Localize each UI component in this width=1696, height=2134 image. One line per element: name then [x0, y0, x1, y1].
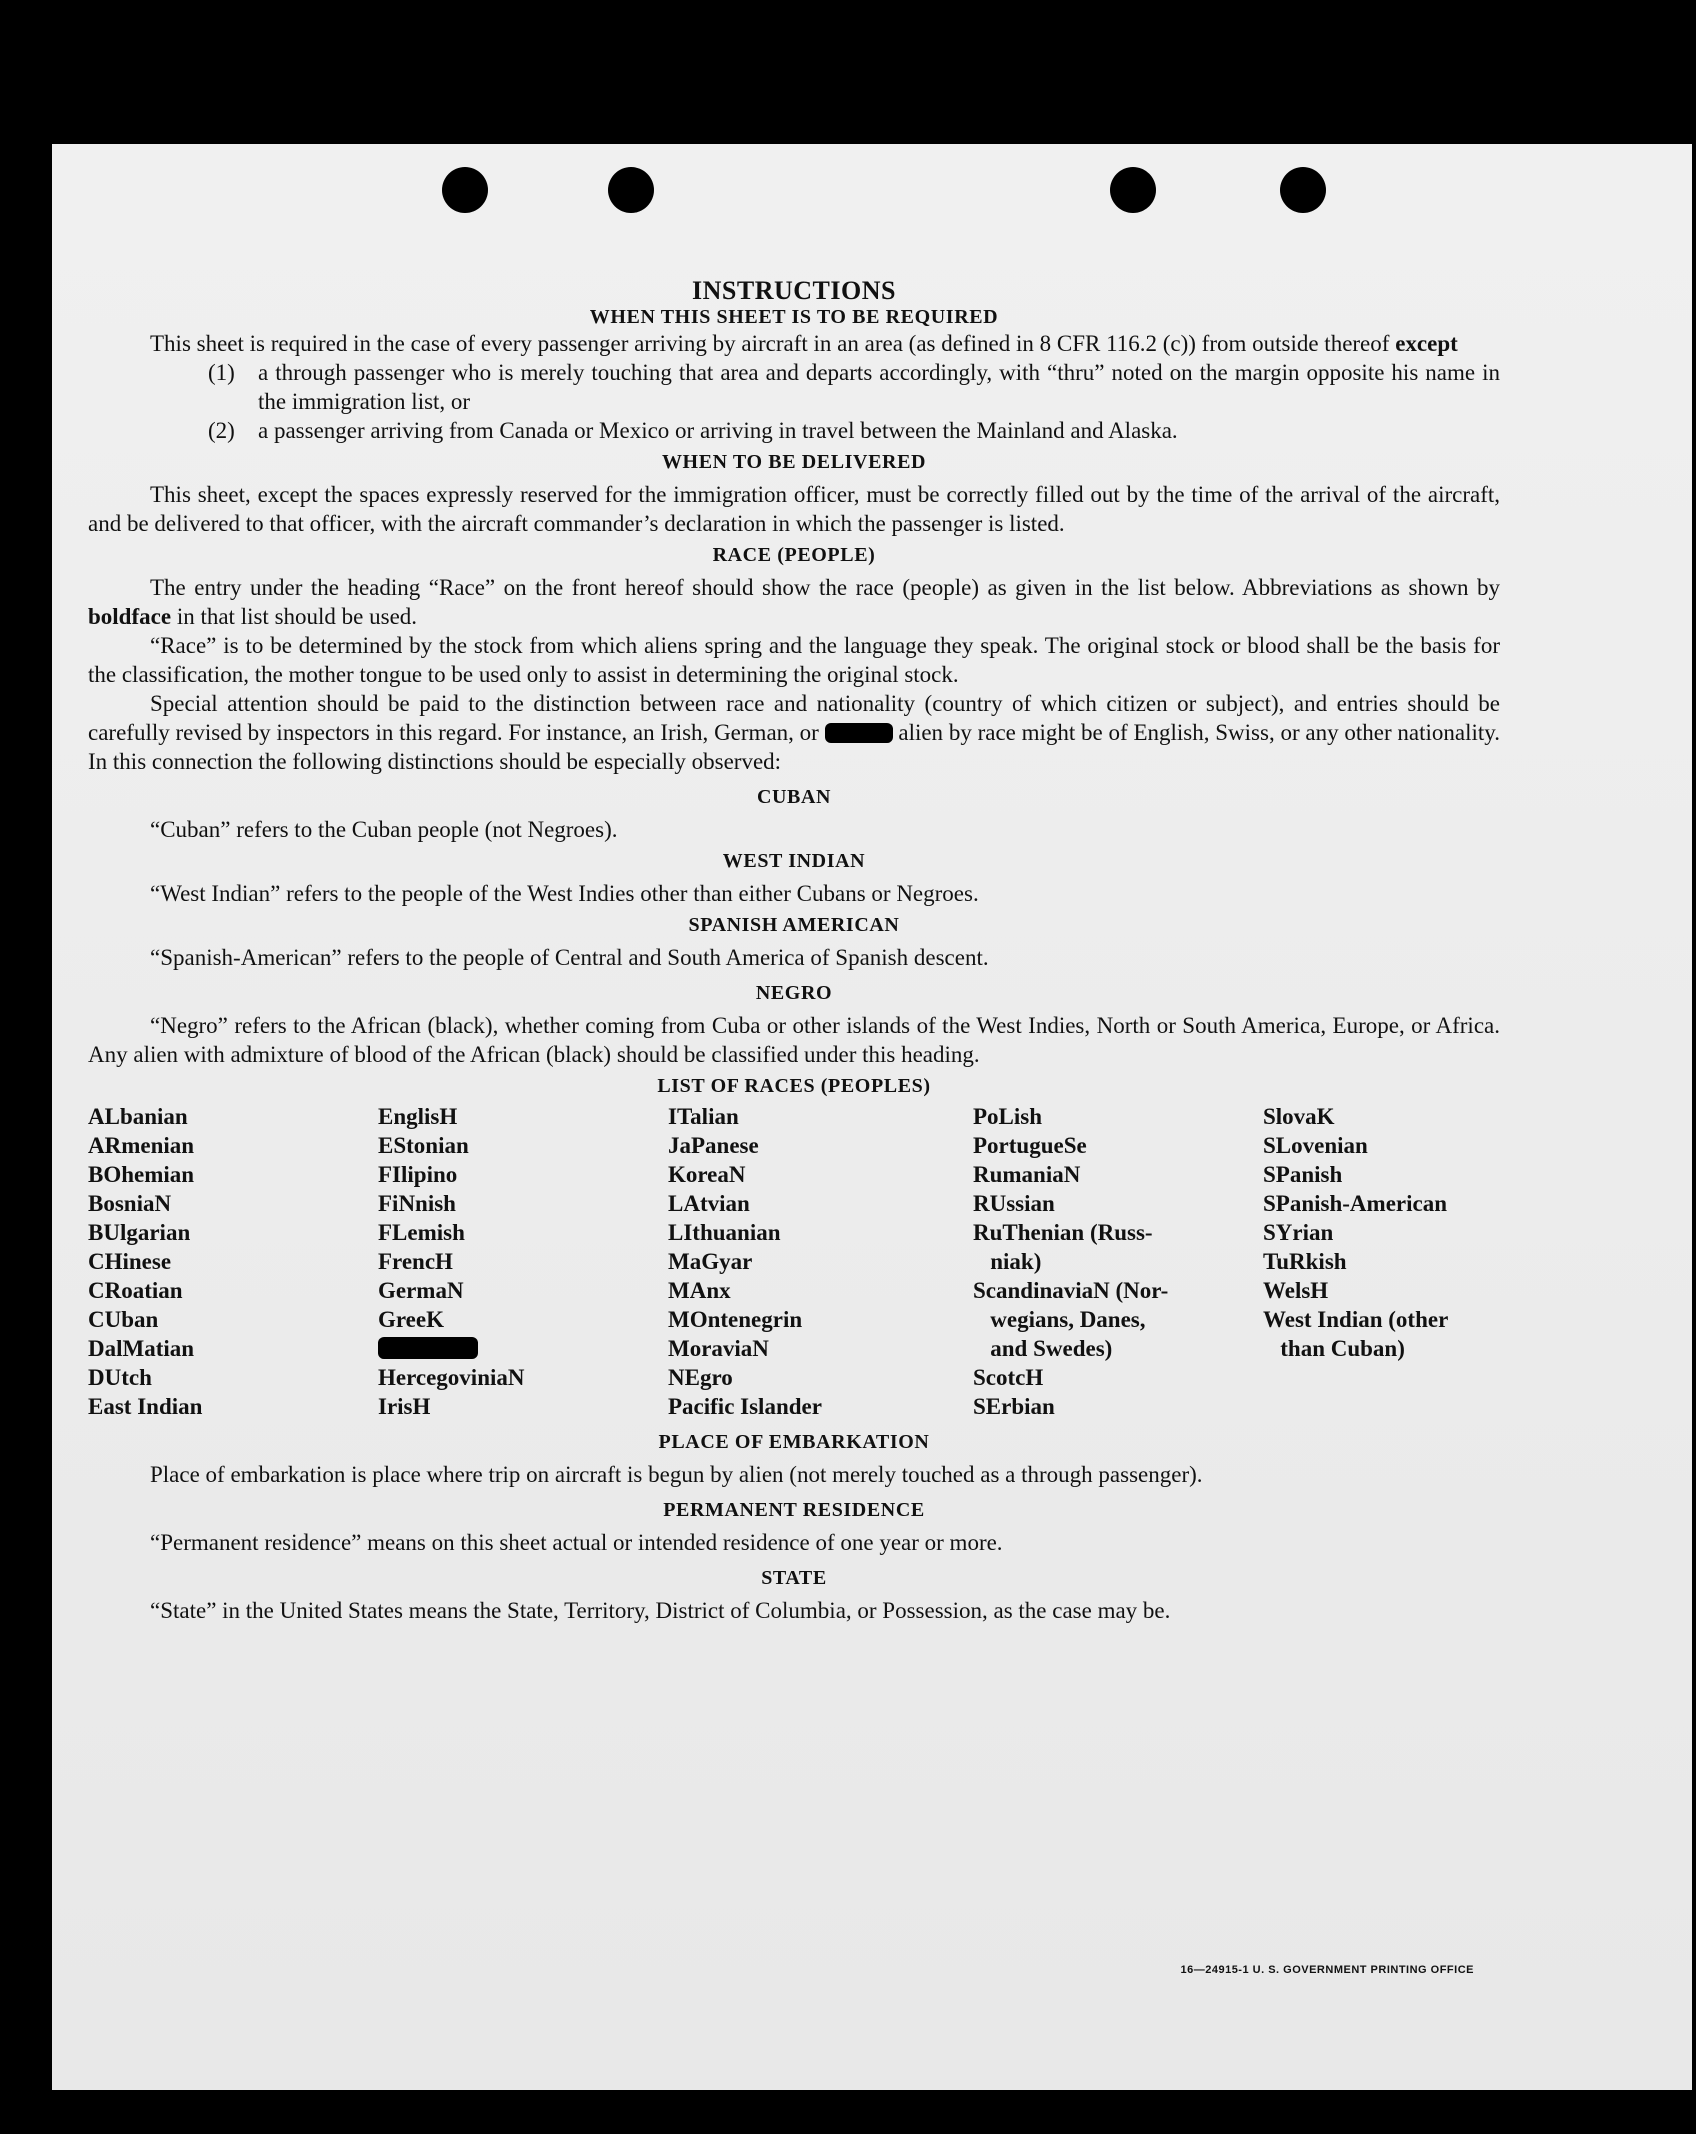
race-entry: PoLish [973, 1104, 1043, 1129]
section-heading-state: STATE [761, 1567, 827, 1589]
race-entry: EStonian [378, 1133, 469, 1158]
race-entry: CHinese [88, 1249, 172, 1274]
section-heading-races: LIST OF RACES (PEOPLES) [657, 1075, 931, 1097]
race-entry: LAtvian [668, 1191, 750, 1216]
race-entry: niak) [973, 1249, 1042, 1274]
race-entry: RuThenian (Russ- [973, 1220, 1153, 1245]
race-entry: FiNnish [378, 1191, 456, 1216]
race-entry: SYrian [1263, 1220, 1334, 1245]
races-column [88, 1102, 378, 1421]
race-entry: MaGyar [668, 1249, 753, 1274]
race-entry: TuRkish [1263, 1249, 1347, 1274]
race-entry: SPanish-American [1263, 1191, 1447, 1216]
race-entry: MoraviaN [668, 1336, 769, 1361]
races-column [668, 1102, 973, 1421]
race-entry: MAnx [668, 1278, 731, 1303]
race-paragraph-1 [88, 573, 1500, 631]
negro-text: “Negro” refers to the African (black), whether coming from Cuba or other islands of the West Indies, North or South America, Europe, or Africa. Any alien with admixture of blood of the African (black) should be classified under this heading. [88, 1013, 1500, 1067]
section-heading-required: WHEN THIS SHEET IS TO BE REQUIRED [589, 306, 999, 328]
residence-text: “Permanent residence” means on this sheet actual or intended residence of one year or more. [150, 1530, 1003, 1555]
redaction-mark [825, 723, 893, 743]
punch-hole [1280, 167, 1326, 213]
list-item [208, 416, 1500, 445]
race-p3-text: Special attention should be paid to the distinction between race and nationality (country of which citizen or subject), and entries should be carefully revised by inspectors in this regard. For instance, an Irish, German, or [88, 691, 1500, 745]
race-entry: HercegoviniaN [378, 1365, 525, 1390]
race-entry: DalMatian [88, 1336, 195, 1361]
race-entry: BUlgarian [88, 1220, 191, 1245]
race-entry: GermaN [378, 1278, 464, 1303]
spanish-american-text: “Spanish-American” refers to the people of Central and South America of Spanish descent. [150, 945, 989, 970]
page-title: INSTRUCTIONS [692, 276, 896, 305]
delivered-text: This sheet, except the spaces expressly reserved for the immigration officer, must be correctly filled out by the time of the arrival of the aircraft, and be delivered to that officer, with the aircraft commander’s declaration in which the passenger is listed. [88, 482, 1500, 536]
section-heading-embarkation: PLACE OF EMBARKATION [658, 1431, 930, 1453]
state-text: “State” in the United States means the State, Territory, District of Columbia, or Possession, as the case may be. [150, 1598, 1171, 1623]
race-entry: ARmenian [88, 1133, 195, 1158]
race-entry: and Swedes) [973, 1336, 1113, 1361]
race-entry: GreeK [378, 1307, 444, 1332]
required-intro [88, 329, 1500, 358]
printer-imprint: 16—24915-1 U. S. GOVERNMENT PRINTING OFFICE [1180, 1964, 1474, 1976]
section-heading-residence: PERMANENT RESIDENCE [663, 1499, 925, 1521]
item-text: a passenger arriving from Canada or Mexico or arriving in travel between the Mainland and Alaska. [258, 418, 1178, 443]
section-heading-cuban: CUBAN [756, 786, 832, 808]
race-entry: NEgro [668, 1365, 733, 1390]
race-entry: MOntenegrin [668, 1307, 803, 1332]
race-entry: Pacific Islander [668, 1394, 822, 1419]
required-intro-text: This sheet is required in the case of every passenger arriving by aircraft in an area (as defined in 8 CFR 116.2 (c)) from outside thereof [150, 331, 1396, 356]
punch-hole [608, 167, 654, 213]
race-entry: ScotcH [973, 1365, 1044, 1390]
race-entry-redacted [378, 1334, 668, 1363]
race-entry: LIthuanian [668, 1220, 781, 1245]
race-entry: KoreaN [668, 1162, 746, 1187]
race-entry: CUban [88, 1307, 159, 1332]
race-entry: ALbanian [88, 1104, 188, 1129]
race-entry: SPanish [1263, 1162, 1343, 1187]
section-heading-spanish-american: SPANISH AMERICAN [688, 914, 900, 936]
punch-hole [442, 167, 488, 213]
race-entry: wegians, Danes, [973, 1307, 1146, 1332]
race-entry: DUtch [88, 1365, 152, 1390]
punch-hole [1110, 167, 1156, 213]
race-p1-text: The entry under the heading “Race” on the front hereof should show the race (people) as given in the list below. Abbreviations as shown by [150, 575, 1500, 600]
races-column [378, 1102, 668, 1421]
races-column [973, 1102, 1263, 1421]
race-entry: FIlipino [378, 1162, 458, 1187]
race-entry: SlovaK [1263, 1104, 1335, 1129]
section-heading-delivered: WHEN TO BE DELIVERED [661, 451, 927, 473]
section-heading-negro: NEGRO [755, 982, 833, 1004]
race-entry: SLovenian [1263, 1133, 1368, 1158]
races-column [1263, 1102, 1500, 1421]
cuban-text: “Cuban” refers to the Cuban people (not Negroes). [150, 817, 618, 842]
item-number: (2) [208, 418, 235, 443]
section-heading-race: RACE (PEOPLE) [712, 544, 876, 566]
race-paragraph-3 [88, 689, 1500, 776]
race-entry: than Cuban) [1263, 1336, 1405, 1361]
race-entry: IrisH [378, 1394, 431, 1419]
race-entry: ITalian [668, 1104, 739, 1129]
race-entry: RUssian [973, 1191, 1055, 1216]
race-entry: RumaniaN [973, 1162, 1081, 1187]
redaction-mark [378, 1337, 478, 1359]
west-indian-text: “West Indian” refers to the people of the West Indies other than either Cubans or Negroes. [150, 881, 979, 906]
race-entry: FLemish [378, 1220, 465, 1245]
race-entry: ScandinaviaN (Nor- [973, 1278, 1169, 1303]
race-paragraph-2: “Race” is to be determined by the stock from which aliens spring and the language they speak. The original stock or blood shall be the basis for the classification, the mother tongue to be used only to assist in determining the original stock. [88, 633, 1500, 687]
list-item [208, 358, 1500, 416]
item-text: a through passenger who is merely touching that area and departs accordingly, with “thru” noted on the margin opposite his name in the immigration list, or [258, 360, 1500, 414]
race-entry: JaPanese [668, 1133, 759, 1158]
instructions-content [88, 276, 1500, 1625]
race-entry: PortugueSe [973, 1133, 1087, 1158]
race-entry: EnglisH [378, 1104, 458, 1129]
embarkation-text: Place of embarkation is place where trip on aircraft is begun by alien (not merely touched as a through passenger). [150, 1462, 1203, 1487]
item-number: (1) [208, 360, 235, 385]
races-list [88, 1102, 1500, 1421]
race-entry: East Indian [88, 1394, 203, 1419]
race-entry: WelsH [1263, 1278, 1329, 1303]
section-heading-west-indian: WEST INDIAN [722, 850, 866, 872]
race-p1-text-end: in that list should be used. [171, 604, 418, 629]
race-entry: West Indian (other [1263, 1307, 1449, 1332]
race-p3-text-end: alien by race might be of English, Swiss, or any other nationality. In this connection the following distinctions should be especially observed: [88, 720, 1500, 774]
race-entry: FrencH [378, 1249, 453, 1274]
race-entry: SErbian [973, 1394, 1055, 1419]
race-entry: BosniaN [88, 1191, 172, 1216]
required-intro-except: except [1395, 331, 1458, 356]
race-entry: BOhemian [88, 1162, 195, 1187]
race-p1-boldface: boldface [88, 604, 172, 629]
race-entry: CRoatian [88, 1278, 183, 1303]
